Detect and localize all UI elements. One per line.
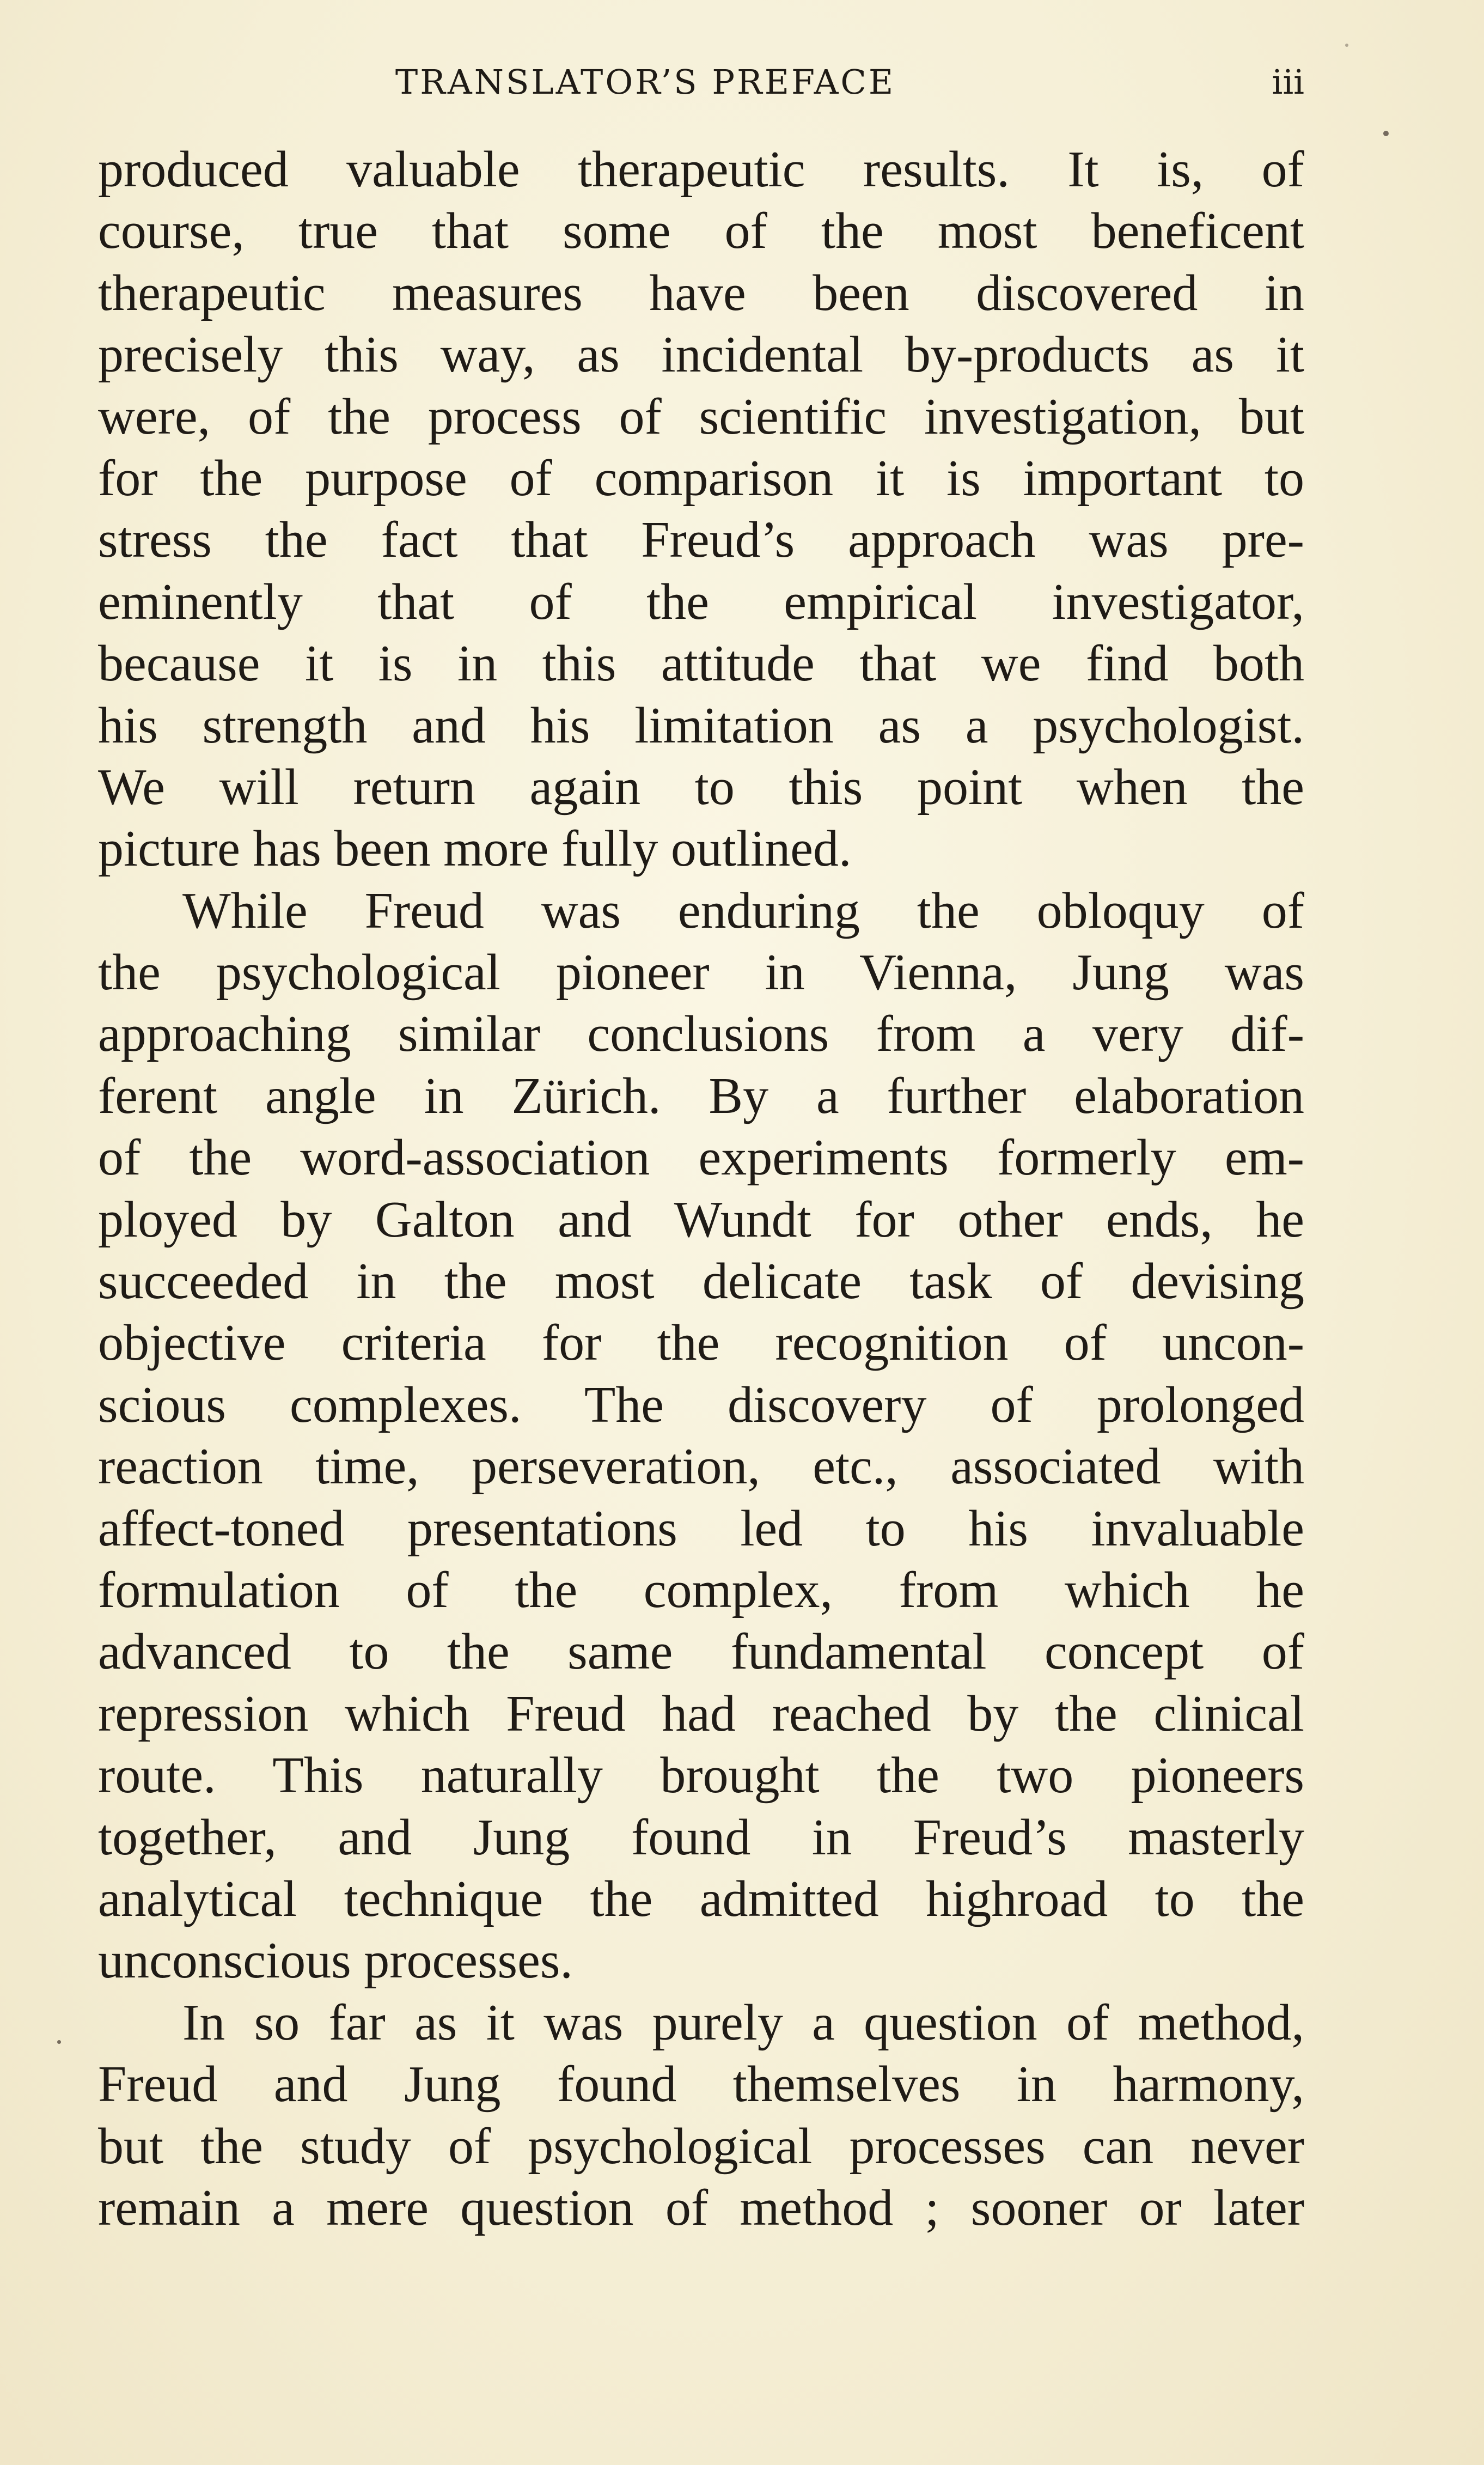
text-line: unconscious processes.: [98, 1932, 573, 1989]
text-line: approaching similar conclusions from a very dif-: [98, 1006, 1304, 1063]
text-line: produced valuable therapeutic results. It is, of: [98, 141, 1304, 198]
text-line: but the study of psychological processes can never: [98, 2117, 1304, 2175]
text-line: stress the fact that Freud’s approach was pre-: [98, 512, 1304, 569]
text-line: ferent angle in Zürich. By a further elaboration: [98, 1067, 1304, 1124]
paragraph-2: [98, 880, 1304, 1992]
text-line: affect-toned presentations led to his invaluable: [98, 1500, 1304, 1557]
text-line: Freud and Jung found themselves in harmony,: [98, 2056, 1304, 2113]
text-line: therapeutic measures have been discovered in: [98, 264, 1304, 321]
text-line: together, and Jung found in Freud’s masterly: [98, 1809, 1304, 1866]
text-line: While Freud was enduring the obloquy of: [182, 882, 1304, 939]
text-line: objective criteria for the recognition of uncon-: [98, 1314, 1304, 1372]
text-line: formulation of the complex, from which he: [98, 1561, 1304, 1618]
text-line: ployed by Galton and Wundt for other ends, he: [98, 1191, 1304, 1248]
text-line: succeeded in the most delicate task of devising: [98, 1253, 1304, 1310]
text-line: remain a mere question of method ; sooner or later: [98, 2179, 1304, 2236]
text-line: advanced to the same fundamental concept of: [98, 1623, 1304, 1681]
text-line: the psychological pioneer in Vienna, Jung was: [98, 944, 1304, 1001]
text-line: route. This naturally brought the two pioneers: [98, 1747, 1304, 1804]
text-line: course, true that some of the most beneficent: [98, 203, 1304, 260]
text-line: reaction time, perseveration, etc., associated with: [98, 1438, 1304, 1495]
text-line: In so far as it was purely a question of method,: [182, 1994, 1304, 2051]
text-line: picture has been more fully outlined.: [98, 820, 852, 878]
text-line: eminently that of the empirical investigator,: [98, 573, 1304, 630]
text-line: repression which Freud had reached by the clinical: [98, 1685, 1304, 1742]
text-line: analytical technique the admitted highroad to the: [98, 1870, 1304, 1927]
paragraph-1: [98, 139, 1304, 880]
text-line: We will return again to this point when the: [98, 758, 1304, 815]
text-line: scious complexes. The discovery of prolonged: [98, 1376, 1304, 1433]
page-header: [98, 60, 1304, 104]
text-line: of the word-association experiments formerly em-: [98, 1129, 1304, 1186]
text-line: his strength and his limitation as a psychologist.: [98, 697, 1304, 754]
text-line: for the purpose of comparison it is important to: [98, 449, 1304, 507]
body-text: [98, 139, 1304, 2239]
ink-speck: [1383, 131, 1389, 136]
page-number: iii: [1272, 62, 1304, 102]
text-line: because it is in this attitude that we find both: [98, 635, 1304, 692]
text-line: precisely this way, as incidental by-products as it: [98, 326, 1304, 384]
ink-speck: [1345, 44, 1348, 47]
paragraph-3: [98, 1992, 1304, 2239]
ink-speck: [57, 2040, 61, 2044]
text-line: were, of the process of scientific investigation, but: [98, 388, 1304, 445]
running-head: TRANSLATOR’S PREFACE: [395, 62, 896, 102]
